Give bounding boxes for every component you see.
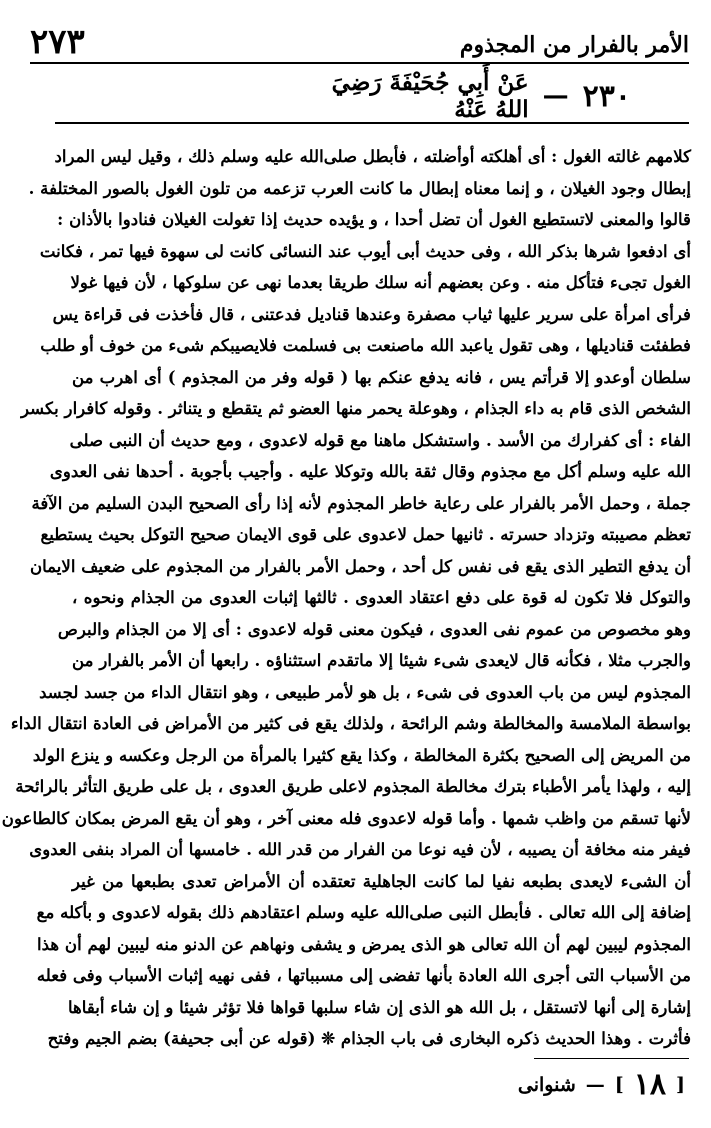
signature-dash: — — [585, 1073, 605, 1096]
text-line: الفاء : أى كفرارك من الأسد . واستشكل ماهنا مع قوله لاعدوى ، ومع حديث أن النبى صلى — [69, 429, 691, 450]
text-line: الغول تجىء فتأكل منه . وعن بعضهم أنه سلك طريقا بعدما نهى عن سلوكها ، لأن فيها غولا — [70, 272, 691, 292]
text-line: والتوكل فلا تكون له قوة على دفع اعتقاد العدوى . ثالثها إثبات العدوى من الجذام ونحوه ، — [72, 587, 691, 607]
text-line: أن الشىء لايعدى بطبعه نفيا لما كانت الجاهلية تعتقده أن الأمراض تعدى بطبعها من غير — [72, 870, 691, 891]
text-line: المجذوم ليس من باب العدوى فى شىء ، بل هو لأمر طبيعى ، وهو انتقال الداء من جسد لجسد — [39, 681, 691, 702]
hadith-heading — [300, 69, 631, 123]
text-line: من المريض إلى الصحيح بكثرة المخالطة ، وكذا يقع كثيرا بالمرأة من الرجل وعكسه و ينزع الولد — [32, 744, 691, 765]
text-line: إليه ، ولهذا يأمر الأطباء بترك مخالطة المجذوم لاعلى طريق العدوى ، بل على طريق التأثر بالرائحة — [15, 776, 691, 796]
heading-divider — [55, 122, 689, 124]
text-line: أى ادفعوا شرها بذكر الله ، وفى حديث أبى أيوب عند النسائى كانت لى سهوة فيها تمر ، فكانت — [39, 240, 691, 261]
hadith-dash: — — [542, 81, 569, 111]
text-line: فرأى امرأة على سرير عليها ثياب مصفرة وعندها قناديل فدعتنى ، قال فأخذت فى قراءة يس — [52, 303, 691, 324]
text-line: الشخص الذى قام به داء الجذام ، وهوعلة يحمر منها العضو ثم يتقطع و يتناثر . وقوله كافرار بكسر — [21, 398, 691, 418]
commentary-body — [1, 141, 691, 1055]
text-line: من الأسباب التى أجرى الله العادة بأنها تفضى إلى مسبباتها ، ففى نهيه إثبات الأسباب وفى فعله — [36, 965, 691, 985]
page-number: ٢٧٣ — [30, 22, 85, 62]
text-line: قالوا والمعنى لاتستطيع الغول أن تضل أحدا ، و يؤيده حديث إذا تغولت الغيلان فنادوا بالأذان : — [57, 209, 691, 229]
text-line: فأثرت . وهذا الحديث ذكره البخارى فى باب الجذام ❊ (قوله عن أبى جحيفة) بضم الجيم وفتح — [47, 1028, 691, 1048]
text-line: بواسطة الملامسة والمخالطة وشم الرائحة ، ولذلك يقع فى كثير من الأمراض فى العادة انتقال الداء — [10, 713, 691, 733]
text-line: تعظم مصيبته وتزداد حسرته . ثانيها حمل لاعدوى على قوى الايمان صحيح التوكل بحيث يستطيع — [40, 524, 691, 544]
text-line: وهو مخصوص من عموم نفى العدوى ، فيكون معنى قوله لاعدوى : أى إلا من الجذام والبرص — [57, 618, 691, 639]
signature-close-bracket: ] — [614, 1073, 624, 1096]
text-line: جملة ، وحمل الأمر بالفرار على رعاية خاطر المجذوم لأنه إذا رأى الصحيح البدن السليم من الآفة — [31, 492, 691, 513]
text-line: إضافة إلى الله تعالى . فأبطل النبى صلى‌الله عليه وسلم اعتقادهم ذلك بقوله لاعدوى و بأكله مع — [36, 902, 691, 922]
hadith-narrator: عَنْ أَبِي جُحَيْفَةَ رَضِيَ اللهُ عَنْهُ — [331, 69, 529, 123]
hadith-number: ٢٣٠ — [582, 78, 631, 114]
footer-divider — [534, 1058, 689, 1059]
signature-name: شنوانى — [517, 1073, 576, 1096]
text-line: فيفر منه مخافة أن يصيبه ، لأن فيه نوعا من الفرار من قدر الله . خامسها أن المراد بنفى العدوى — [29, 839, 691, 859]
text-line: الله عليه وسلم أكل مع مجذوم وقال ثقة بالله وتوكلا عليه . وأجيب بأجوبة . أحدها نفى العدوى — [49, 461, 691, 481]
text-line: أن يدفع التطير الذى يقع فى نفس كل أحد ، وحمل الأمر بالفرار من المجذوم على ضعيف الايمان — [29, 555, 691, 576]
text-line: إشارة إلى أنها لاتستقل ، بل الله هو الذى إن شاء سلبها قواها فلا تؤثر شيئا و إن شاء أبقاها — [67, 996, 691, 1017]
text-line: والجرب مثلا ، فكأنه قال لايعدى شىء شيئا إلا ماتقدم استثناؤه . رابعها أن الأمر بالفرار من — [72, 650, 691, 670]
chapter-title: الأمر بالفرار من المجذوم — [459, 32, 689, 58]
text-line: المجذوم ليبين لهم أن الله تعالى هو الذى يمرض و يشفى ونهاهم عن الدنو منه ليبين لهم أن هذا — [37, 933, 691, 954]
signature-open-bracket: [ — [676, 1073, 685, 1096]
text-line: كلامهم غالته الغول : أى أهلكته أوأضلته ، فأبطل صلى‌الله عليه وسلم ذلك ، وقيل ليس المراد — [54, 146, 691, 166]
text-line: إبطال وجود الغيلان ، و إنما معناه إبطال ما كانت العرب تزعمه من تلون الغول بالصور المختلفة . — [28, 177, 691, 198]
printer-signature — [518, 1067, 685, 1102]
running-header — [30, 18, 689, 64]
text-line: سلطان أوعدو إلا قرأتم يس ، فانه يدفع عنكم بها ( قوله وفر من المجذوم ) أى اهرب من — [72, 366, 691, 387]
text-line: فطفئت قناديلها ، وهى تقول ياعبد الله ماصنعت بى فسلمت فلايصيبكم شىء من خوف أو طلب — [40, 335, 691, 355]
text-line: لأنها تسقم من واظب شمها . وأما قوله لاعدوى فله معنى آخر ، وهو أن يقع المرض بمكان كالطاعون — [1, 807, 691, 828]
signature-number: ١٨ — [633, 1067, 666, 1102]
